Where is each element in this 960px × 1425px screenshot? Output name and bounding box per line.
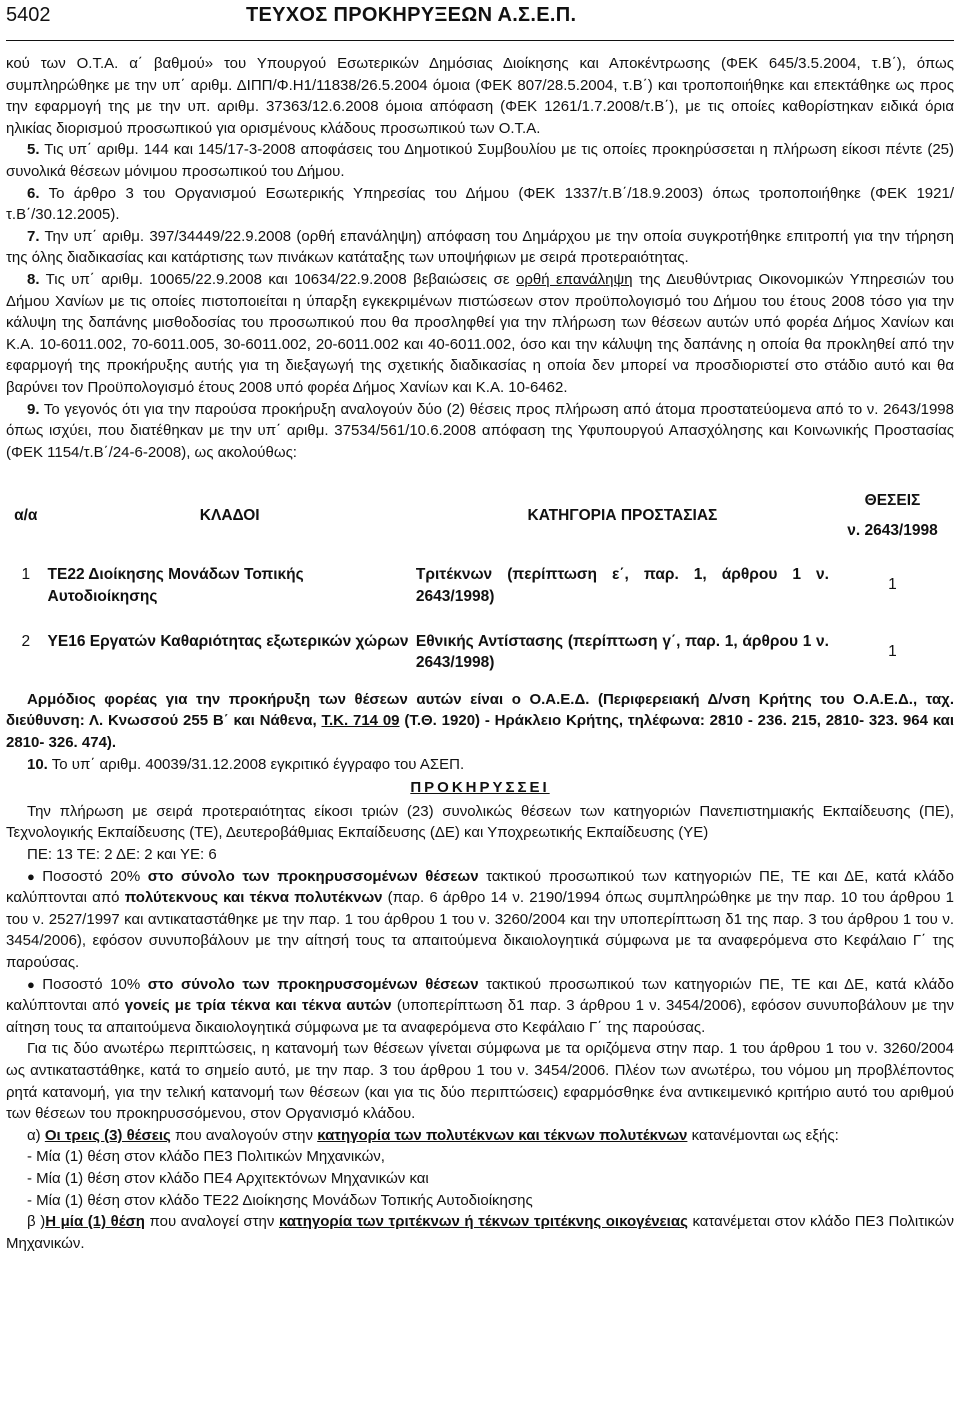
text-run: Ποσοστό 20% [42,867,148,885]
bullet-paragraph-20 [6,866,954,974]
competent-authority [6,689,954,754]
bold-run: κατηγορία των πολυτέκνων και τέκνων πολυτέκνων [317,1126,688,1144]
text-run: που αναλογούν στην [170,1126,318,1144]
item-number: 10. [27,755,48,773]
list-item: - Μία (1) θέση στον κλάδο ΤΕ22 Διοίκησης Μονάδων Τοπικής Αυτοδιοίκησης [27,1191,533,1209]
proclaim-heading: ΠΡΟΚΗΡΥΣΣΕΙ [410,779,550,797]
cell-theseis: 1 [888,576,897,594]
item-10 [6,754,954,776]
text-run: Ποσοστό 10% [42,975,148,993]
item-8 [6,269,954,399]
cell-aa: 2 [21,632,31,650]
table-row [6,544,954,610]
journal-title: ΤΕΥΧΟΣ ΠΡΟΚΗΡΥΞΕΩΝ Α.Σ.Ε.Π. [246,4,577,26]
text-run: που αναλογεί στην [144,1213,279,1231]
text-run: (παρ. 6 άρθρο 14 ν. 2190/1994 όπως συμπληρώθηκε με την παρ. 10 του άρθρου 1 του ν. 2527/1997 και αντικαταστάθηκε με την παρ. 1 του άρθρου 1 του ν. 3260/2004 και την υποπερίπτωση δ1 της παρ. 3 του άρθρου 1 του ν. 3454/2006), εφόσον συνυποβάλουν με την αίτησή τους τα απαιτούμενα δικαιολογητικά σύμφωνα με τα αναφερόμενα στο Κεφάλαιο Γ΄ της παρούσας. [6,889,954,971]
protected-positions-table [6,487,954,677]
header-aa: α/α [14,507,38,525]
underlined-text: ορθή επανάληψη [516,270,633,288]
bullet-paragraph-10 [6,974,954,1039]
bold-run: στο σύνολο των προκηρυσσομένων θέσεων [147,975,479,993]
bullet-icon [27,976,42,993]
two-cases-paragraph: Για τις δύο ανωτέρω περιπτώσεις, η κατανομή των θέσεων γίνεται σύμφωνα με τα οριζόμενα στην παρ. 1 του άρθρου 1 του ν. 3260/2004 ως αντικαταστάθηκε, κατά το σημείο αυτό, με την παρ. 3 του άρθρου 1 του ν. 3454/2006. Πλέον των ανωτέρω, του νόμου μη προβλέποντος ρητά κατανομή, για την τελική κατανομή των θέσεων (και για τις δύο περιπτώσεις) εφαρμόσθηκε ένα αντικειμενικό κριτήριο αυτό του αριθμού των θέσεων του προκηρυσσόμενου, στον Οργανισμό κλάδου. [6,1040,954,1123]
item-7 [6,226,954,269]
item-5 [6,139,954,182]
page-number: 5402 [6,4,51,26]
item-6 [6,183,954,226]
cell-klados: ΤΕ22 Διοίκησης Μονάδων Τοπικής Αυτοδιοίκησης [47,566,304,606]
bold-run: κατηγορία των τριτέκνων ή τέκνων τριτέκνης οικογένειας [278,1213,688,1231]
bold-run: Οι τρεις (3) θέσεις [44,1126,171,1144]
item-number: 9. [27,400,40,418]
item-9 [6,399,954,464]
text-run: τακτικού προσωπικού των κατηγοριών ΠΕ, ΤΕ και ΔΕ, κατά κλάδο καλύπτονται από [6,975,954,1015]
item-number: 8. [27,270,40,288]
text-run: κατανέμεται στον κλάδο ΠΕ3 Πολιτικών Μηχανικών. [6,1213,954,1252]
bullet-icon [27,868,42,885]
authority-text: (Τ.Θ. 1920) - Ηράκλειο Κρήτης, τηλέφωνα: 2810 - 236. 215, 2810- 323. 964 και 2810- 326. 474). [6,712,954,752]
list-item: - Μία (1) θέση στον κλάδο ΠΕ3 Πολιτικών Μηχανικών, [27,1148,385,1166]
cell-theseis: 1 [888,642,897,660]
authority-text: Αρμόδιος φορέας για την προκήρυξη των θέσεων αυτών είναι ο Ο.Α.Ε.Δ. (Περιφερειακή Δ/νση Κρήτης του Ο.Α.Ε.Δ., ταχ. διεύθυνση: Λ. Κνωσσού 255 Β΄ και Νάθενα, [6,690,954,730]
postal-code: Τ.Κ. 714 09 [321,712,400,730]
bold-run: στο σύνολο των προκηρυσσομένων θέσεων [147,867,479,885]
cell-klados: ΥΕ16 Εργατών Καθαριότητας εξωτερικών χώρων [47,632,409,650]
text-run: κατανέμονται ως εξής: [687,1126,839,1144]
header-theseis-line2: ν. 2643/1998 [847,521,938,539]
list-item: - Μία (1) θέση στον κλάδο ΠΕ4 Αρχιτεκτόνων Μηχανικών και [27,1169,429,1187]
page-header [6,0,954,41]
point-a [6,1125,954,1147]
text-run: (υποπερίπτωση δ1 παρ. 3 άρθρου 1 ν. 3454/2006), εφόσον συνυποβάλουν με την αίτηση τους τα απαιτούμενα δικαιολογητικά σύμφωνα με τα αναφερόμενα στο Κεφάλαιο Γ΄ της παρούσας. [6,997,955,1036]
header-theseis-line1: ΘΕΣΕΙΣ [864,492,921,510]
bold-run: πολύτεκνους και τέκνα πολυτέκνων [124,889,383,907]
header-katigoria: ΚΑΤΗΓΟΡΙΑ ΠΡΟΣΤΑΣΙΑΣ [527,507,718,525]
proclaim-intro: Την πλήρωση με σειρά προτεραιότητας είκοσι τριών (23) συνολικώς θέσεων των κατηγοριών Πανεπιστημιακής Εκπαίδευσης (ΠΕ), Τεχνολογικής Εκπαίδευσης (ΤΕ), Δευτεροβάθμιας Εκπαίδευσης (ΔΕ) και Υποχρεωτικής Εκπαίδευσης (ΥΕ) [6,802,954,842]
item-text: της Διευθύντριας Οικονομικών Υπηρεσιών του Δήμου Χανίων με τις οποίες πιστοποιείται η ύπαρξη εγκεκριμένων πιστώσεων στον προϋπολογισμό του Δήμου του έτους 2008 τόσο για την κάλυψη της δαπάνης μισθοδοσίας του προσωπικού που θα προσληφθεί για την πλήρωση των θέσεων αυτών υπό φορέα Δήμος Χανίων και Κ.Α. 10-6011.002, 70-6011.005, 30-6011.002, 20-6011.002 και 40-6011.002, όσο και την κάλυψη της δαπάνης η οποία θα προκληθεί από την εφαρμογή της προκήρυξης αυτής για τη διεξαγωγή της σχετικής διαδικασίας η οποία δεν μπορεί να προσδιοριστεί στο στάδιο αυτό και θα βαρύνει τον Προϋπολογισμό έτους 2008 υπό φορέα Δήμος Χανίων και Κ.Α. 10-6462. [6,270,955,396]
cell-aa: 1 [21,566,31,584]
item-number: 6. [27,184,40,202]
text-run: β ) [27,1213,46,1231]
text-run: τακτικού προσωπικού των κατηγοριών ΠΕ, ΤΕ και ΔΕ, κατά κλάδο καλύπτονται από [6,867,954,907]
item-number: 7. [27,227,40,245]
item-text: Τις υπ΄ αριθμ. 144 και 145/17-3-2008 αποφάσεις του Δημοτικού Συμβουλίου με τις οποίες προκηρύσσεται η πλήρωση είκοσι πέντε (25) συνολικά θέσεων μόνιμου προσωπικού του Δήμου. [6,141,955,180]
text-run: α) [27,1126,45,1144]
header-klados: ΚΛΑΔΟΙ [199,507,260,525]
bold-run: Η μία (1) θέση [45,1213,145,1231]
item-text: Την υπ΄ αριθμ. 397/34449/22.9.2008 (ορθή επανάληψη) απόφαση του Δημάρχου με την οποία συγκροτήθηκε επιτροπή για την τήρηση της όλης διαδικασίας και κατάρτισης των πινάκων κατάταξης των υποψήφιων με σειρά προτεραιότητας. [6,227,954,267]
point-b [6,1211,954,1254]
table-header-row [6,487,954,544]
item-text: Το γεγονός ότι για την παρούσα προκήρυξη αναλογούν δύο (2) θέσεις προς πλήρωση από άτομα προστατεύομενα από το ν. 2643/1998 όπως ισχύει, που διατέθηκαν με την υπ΄ αριθμ. 37534/561/10.6.2008 απόφαση της Υφυπουργού Απασχόλησης και Κοινωνικής Προστασίας (ΦΕΚ 1154/τ.Β΄/24-6-2008), ως ακολούθως: [6,400,954,461]
item-text: Το άρθρο 3 του Οργανισμού Εσωτερικής Υπηρεσίας του Δήμου (ΦΕΚ 1337/τ.Β΄/18.9.2003) όπως τροποποιήθηκε (ΦΕΚ 1921/τ.Β΄/30.12.2005). [6,184,954,224]
cell-katigoria: Τριτέκνων (περίπτωση ε΄, παρ. 1, άρθρου 1 ν. 2643/1998) [415,566,829,606]
item-number: 5. [27,141,40,159]
table-row [6,611,954,677]
cell-katigoria: Εθνικής Αντίστασης (περίπτωση γ΄, παρ. 1, άρθρου 1 ν. 2643/1998) [415,632,829,672]
bold-run: γονείς με τρία τέκνα και τέκνα αυτών [124,997,392,1015]
item-text: Τις υπ΄ αριθμ. 10065/22.9.2008 και 10634/22.9.2008 βεβαιώσεις σε [45,270,517,288]
intro-paragraph: κού των Ο.Τ.Α. α΄ βαθμού» του Υπουργού Εσωτερικών Δημόσιας Διοίκησης και Αποκέντρωσης (ΦΕΚ 645/3.5.2004, τ.Β΄), όπως συμπληρώθηκε με την υπ΄ αριθμ. ΔΙΠΠ/Φ.Η1/11838/26.5.2004 όμοια (ΦΕΚ 807/28.5.2004, τ.Β΄) και τροποποιήθηκε και επεκτάθηκε ως προς την εφαρμογή της με την υπ. αριθμ. 37363/12.6.2008 όμοια απόφαση (ΦΕΚ 1261/1.7.2008/τ.Β΄), με τις οποίες καθορίστηκαν ειδικά όρια ηλικίας διορισμού προσωπικού για ορισμένους κλάδους προσωπικού των Ο.Τ.Α. [6,55,954,137]
item-text: Το υπ΄ αριθμ. 40039/31.12.2008 εγκριτικό έγγραφο του ΑΣΕΠ. [51,755,465,773]
header-theseis [831,487,954,544]
category-counts: ΠΕ: 13 ΤΕ: 2 ΔΕ: 2 και ΥΕ: 6 [27,846,217,863]
